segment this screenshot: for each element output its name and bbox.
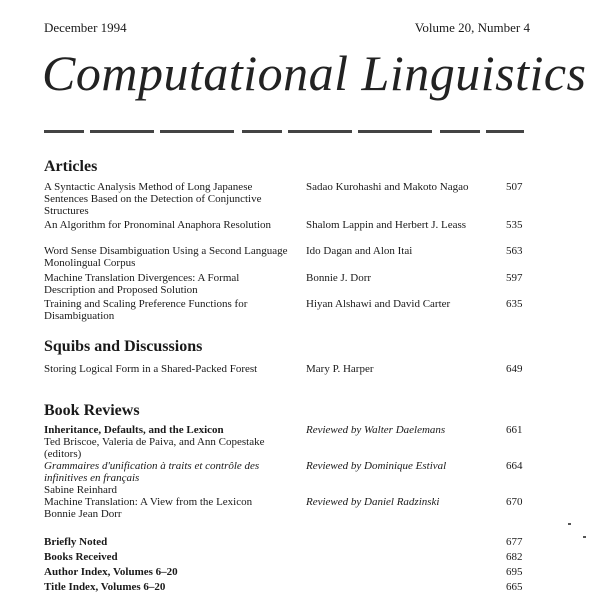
misc-page: 682 — [506, 551, 523, 563]
article-page: 535 — [506, 219, 523, 231]
article-author: Ido Dagan and Alon Itai — [306, 245, 413, 257]
review-reviewer: Reviewed by Walter Daelemans — [306, 424, 446, 436]
article-title: An Algorithm for Pronominal Anaphora Resolution — [44, 219, 272, 231]
article-page: 597 — [506, 272, 523, 284]
article-author: Shalom Lappin and Herbert J. Leass — [306, 219, 467, 231]
scan-speck — [583, 536, 586, 538]
article-author: Sadao Kurohashi and Makoto Nagao — [306, 181, 469, 193]
review-reviewer: Reviewed by Daniel Radzinski — [306, 496, 440, 508]
squib-author: Mary P. Harper — [306, 363, 374, 375]
article-page: 635 — [506, 298, 523, 310]
article-author: Hiyan Alshawi and David Carter — [306, 298, 451, 310]
misc-page: 677 — [506, 536, 523, 548]
article-page: 563 — [506, 245, 523, 257]
article-author: Bonnie J. Dorr — [306, 272, 372, 284]
review-reviewer: Reviewed by Dominique Estival — [306, 460, 447, 472]
review-title-block — [44, 460, 289, 496]
journal-title: Computational Linguistics — [42, 45, 587, 101]
scan-speck — [568, 523, 571, 525]
review-page: 664 — [506, 460, 523, 472]
squib-title: Storing Logical Form in a Shared-Packed Forest — [44, 363, 258, 375]
article-title: Machine Translation Divergences: A Formal Description and Proposed Solution — [44, 272, 240, 296]
issue-header — [44, 20, 530, 36]
title-rule — [44, 130, 524, 133]
reviews-heading: Book Reviews — [44, 402, 140, 419]
squibs-heading: Squibs and Discussions — [44, 338, 203, 355]
review-title-block — [44, 496, 289, 520]
misc-title: Briefly Noted — [44, 536, 108, 548]
issue-date: December 1994 — [44, 20, 127, 35]
misc-page: 665 — [506, 581, 523, 593]
misc-title: Author Index, Volumes 6–20 — [44, 566, 178, 578]
review-page: 661 — [506, 424, 523, 436]
review-book-authors: Bonnie Jean Dorr — [44, 508, 122, 520]
misc-title: Title Index, Volumes 6–20 — [44, 581, 166, 593]
article-page: 507 — [506, 181, 523, 193]
review-book-title: Grammaires d'unification à traits et contrôle des infinitives en français — [44, 460, 260, 484]
article-title: Word Sense Disambiguation Using a Second Language Monolingual Corpus — [44, 245, 288, 269]
review-page: 670 — [506, 496, 523, 508]
article-title: A Syntactic Analysis Method of Long Japanese Sentences Based on the Detection of Conjunctive Structures — [44, 181, 262, 217]
review-title-block — [44, 424, 289, 460]
issue-volume: Volume 20, Number 4 — [414, 20, 530, 35]
squib-page: 649 — [506, 363, 523, 375]
misc-page: 695 — [506, 566, 523, 578]
review-book-title: Machine Translation: A View from the Lexicon — [44, 496, 253, 508]
review-book-title: Inheritance, Defaults, and the Lexicon — [44, 424, 224, 436]
articles-heading: Articles — [44, 158, 98, 175]
review-book-authors: Sabine Reinhard — [44, 484, 118, 496]
misc-title: Books Received — [44, 551, 118, 563]
article-title: Training and Scaling Preference Functions for Disambiguation — [44, 298, 248, 322]
review-book-authors: Ted Briscoe, Valeria de Paiva, and Ann Copestake (editors) — [44, 436, 265, 460]
